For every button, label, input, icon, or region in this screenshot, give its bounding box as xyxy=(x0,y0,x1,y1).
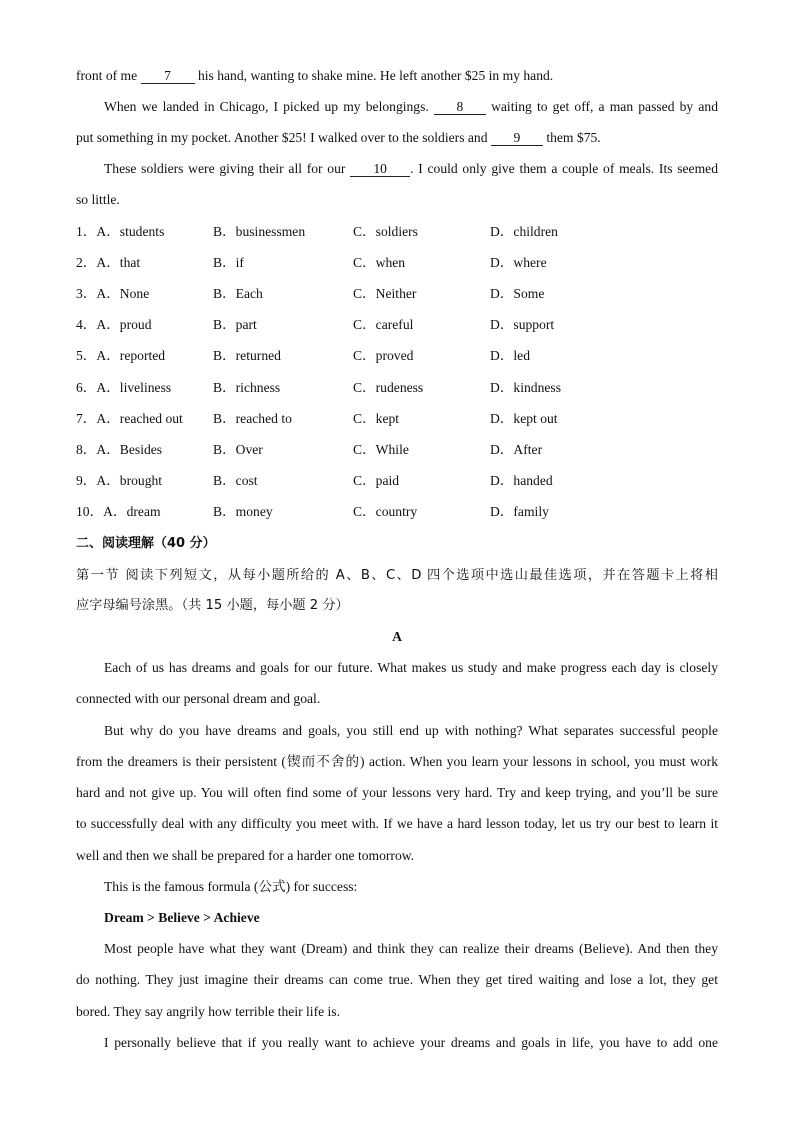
section-heading: 二、阅读理解（40 分） xyxy=(76,536,216,551)
cloze-line-1: front of me 7 his hand, wanting to shake mine. He left another $25 in my hand. xyxy=(76,68,554,83)
option-a: 6．A．liveliness xyxy=(76,379,172,395)
option-d: D．kept out xyxy=(490,410,558,426)
passage-line: well and then we shall be prepared for a harder one tomorrow. xyxy=(76,848,415,863)
passage-label: A xyxy=(392,629,402,644)
passage-line: But why do you have dreams and goals, you still end up with nothing? What separates successful people xyxy=(104,723,718,738)
option-b: B．Each xyxy=(213,286,263,302)
passage-line: bored. They say angrily how terrible their life is. xyxy=(76,1004,340,1019)
option-b: B．money xyxy=(213,503,273,519)
success-formula: Dream > Believe > Achieve xyxy=(104,910,260,925)
passage-line: connected with our personal dream and goal. xyxy=(76,691,321,706)
blank-9: 9 xyxy=(491,131,543,146)
passage-line: This is the famous formula (公式) for success: xyxy=(104,879,358,894)
passage-line: from the dreamers is their persistent (锲而不舍的) action. When you learn your lessons in school, you must work xyxy=(76,754,718,769)
option-b: B．reached to xyxy=(213,410,292,426)
section-instructions-2: 应字母编号涂黑。（共 15 小题，每小题 2 分） xyxy=(76,598,349,613)
passage-line: do nothing. They just imagine their dreams can come true. When they get tired waiting and lose a lot, they get xyxy=(76,972,718,987)
passage-line: hard and not give up. You will often find some of your lessons very hard. Try and keep trying, and you’ll be sure xyxy=(76,785,718,800)
cloze-line-2: When we landed in Chicago, I picked up my belongings. 8 waiting to get off, a man passed by and xyxy=(104,99,718,114)
option-c: C．country xyxy=(353,503,418,519)
option-c: C．when xyxy=(353,255,406,271)
option-a: 9．A．brought xyxy=(76,472,163,488)
option-c: C．soldiers xyxy=(353,224,418,239)
option-a: 10．A．dream xyxy=(76,503,161,519)
cloze-line-5: so little. xyxy=(76,192,120,207)
option-d: D．where xyxy=(490,255,547,271)
option-b: B．richness xyxy=(213,379,281,395)
option-d: D．Some xyxy=(490,286,545,302)
option-a: 7．A．reached out xyxy=(76,410,183,426)
option-c: C．careful xyxy=(353,317,414,333)
option-c: C．rudeness xyxy=(353,379,424,395)
cloze-line-3: put something in my pocket. Another $25! I walked over to the soldiers and 9 them $75. xyxy=(76,130,601,145)
option-c: C．While xyxy=(353,441,409,457)
option-c: C．paid xyxy=(353,472,400,488)
option-a: 2．A．that xyxy=(76,255,141,271)
cloze-line-4: These soldiers were giving their all for our 10 . I could only give them a couple of meals. Its seemed xyxy=(104,161,718,176)
option-c: C．proved xyxy=(353,348,414,364)
option-b: B．cost xyxy=(213,472,258,488)
option-c: C．Neither xyxy=(353,286,417,302)
option-d: D．support xyxy=(490,317,555,333)
option-d: D．children xyxy=(490,224,558,239)
passage-line: to successfully deal with any difficulty you meet with. If we have a hard lesson today, let us try our best to learn it xyxy=(76,816,718,831)
option-b: B．Over xyxy=(213,441,263,457)
option-d: D．family xyxy=(490,503,549,519)
option-b: B．if xyxy=(213,255,244,271)
passage-line: I personally believe that if you really want to achieve your dreams and goals in life, you have to add one xyxy=(104,1035,718,1050)
option-d: D．After xyxy=(490,441,543,457)
option-b: B．part xyxy=(213,317,257,333)
option-a: 4．A．proud xyxy=(76,317,152,333)
blank-10: 10 xyxy=(350,162,410,177)
option-d: D．led xyxy=(490,348,531,364)
passage-line: Each of us has dreams and goals for our future. What makes us study and make progress each day is closely xyxy=(104,660,718,675)
option-b: B．businessmen xyxy=(213,224,306,239)
option-d: D．kindness xyxy=(490,379,561,395)
option-c: C．kept xyxy=(353,410,400,426)
option-a: 3．A．None xyxy=(76,286,150,302)
option-a: 5．A．reported xyxy=(76,348,166,364)
option-a: 1．A．students xyxy=(76,224,165,239)
blank-8: 8 xyxy=(434,100,486,115)
blank-7: 7 xyxy=(141,69,195,84)
option-d: D．handed xyxy=(490,472,553,488)
option-a: 8．A．Besides xyxy=(76,441,163,457)
option-b: B．returned xyxy=(213,348,281,364)
passage-line: Most people have what they want (Dream) and think they can realize their dreams (Believe). And then they xyxy=(104,941,718,956)
section-instructions-1: 第一节 阅读下列短文，从每小题所给的 A、B、C、D 四个选项中选山最佳选项，并在答题卡上将相 xyxy=(76,568,718,583)
